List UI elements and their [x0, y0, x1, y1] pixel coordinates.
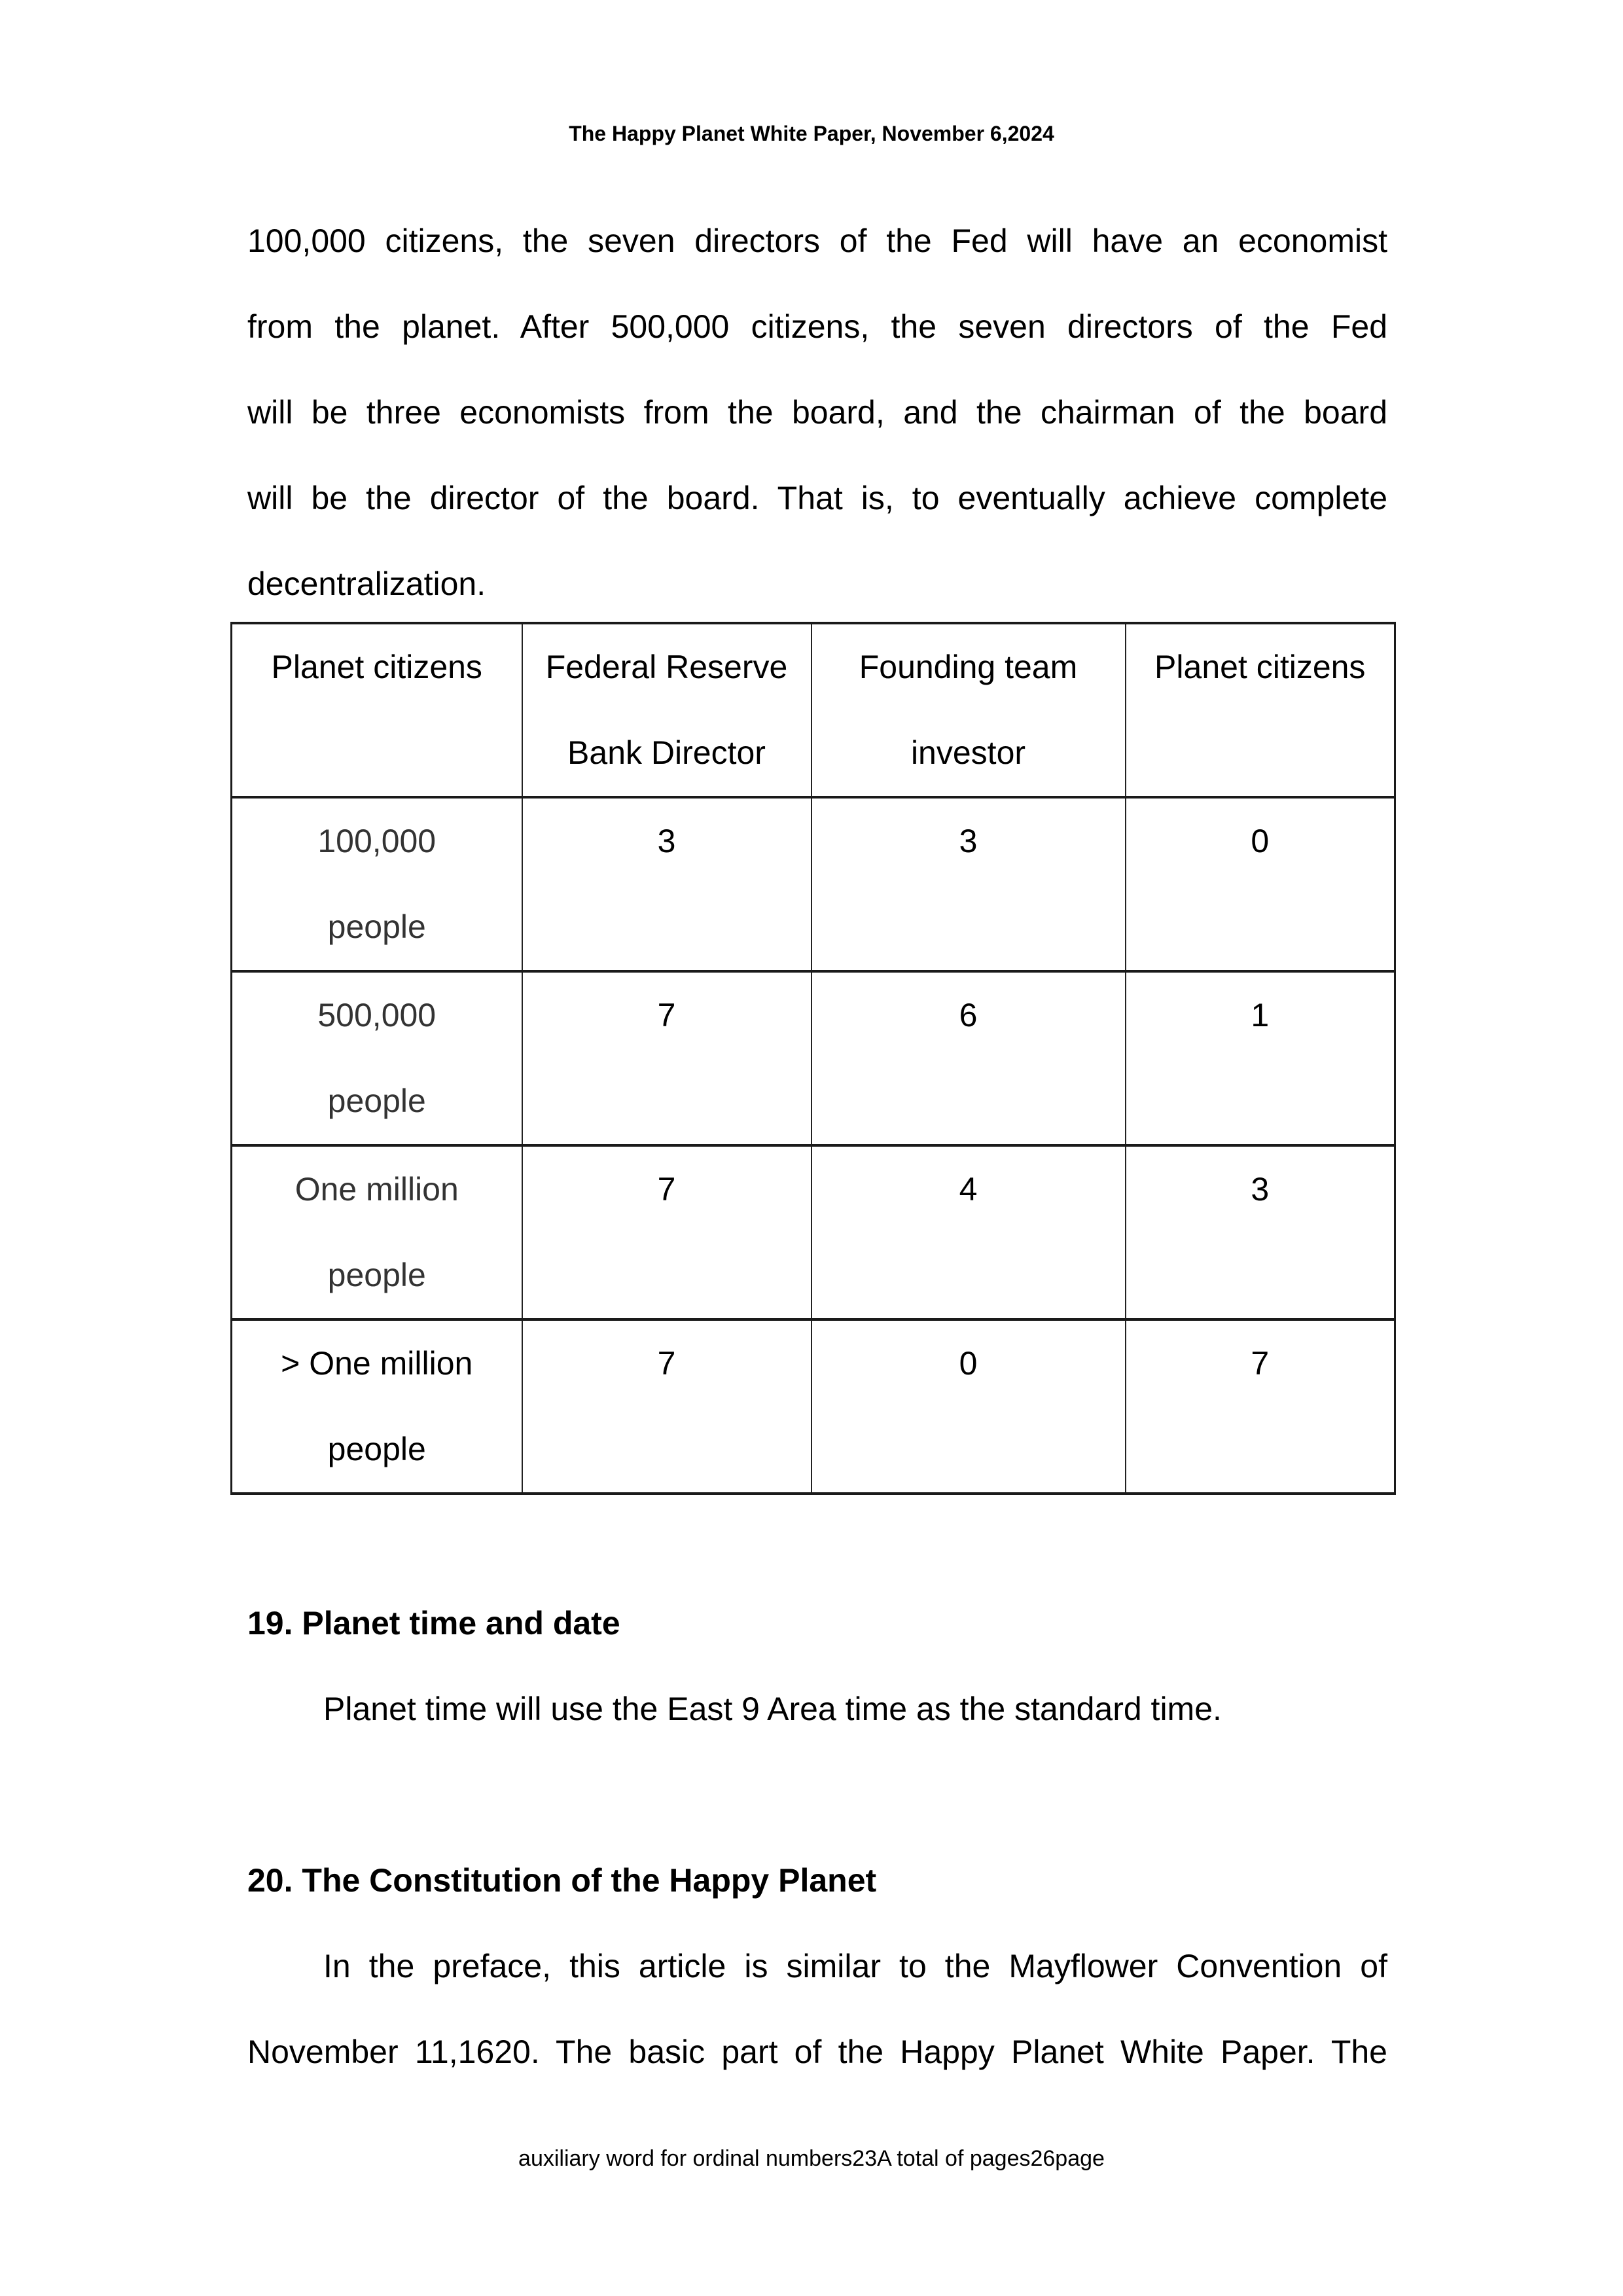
header-text: Bank Director: [567, 734, 766, 771]
intro-line: will be the director of the board. That is, to eventually achieve complete: [247, 480, 1387, 516]
page-footer: auxiliary word for ordinal numbers23A total of pages26page: [518, 2146, 1105, 2171]
fed-director-allocation-table: [230, 622, 1396, 1495]
cell-planet-citizens: 7: [1126, 1319, 1395, 1494]
table-row: [232, 797, 1395, 971]
header-planet-citizens: [232, 623, 522, 797]
intro-line: decentralization.: [247, 565, 486, 602]
cell-fed-directors: 7: [522, 1145, 812, 1319]
cell-founding-team: 4: [812, 1145, 1126, 1319]
header-founding-team: [812, 623, 1126, 797]
row-label: [232, 797, 522, 971]
intro-line: 100,000 citizens, the seven directors of the Fed will have an economist: [247, 223, 1387, 259]
section-20-line: In the preface, this article is similar to the Mayflower Convention of: [323, 1948, 1387, 1984]
row-label-text: people: [327, 1083, 426, 1119]
section-20-line: November 11,1620. The basic part of the Happy Planet White Paper. The: [247, 2034, 1387, 2070]
table-row: [232, 1319, 1395, 1494]
row-label-text: 100,000: [317, 823, 437, 859]
section-20-paragraph: [247, 1924, 1387, 2095]
row-label-text: people: [327, 1431, 426, 1467]
row-label-text: people: [327, 1257, 426, 1293]
cell-fed-directors: 7: [522, 1319, 812, 1494]
header-fed-director: [522, 623, 812, 797]
table-header-row: [232, 623, 1395, 797]
cell-fed-directors: 7: [522, 971, 812, 1145]
table-row: [232, 971, 1395, 1145]
page-header: The Happy Planet White Paper, November 6,2024: [569, 122, 1054, 145]
section-heading-19: 19. Planet time and date: [247, 1605, 620, 1641]
cell-planet-citizens: 0: [1126, 797, 1395, 971]
header-planet-citizens-seats: [1126, 623, 1395, 797]
row-label-text: people: [327, 908, 426, 945]
cell-founding-team: 6: [812, 971, 1126, 1145]
table-row: [232, 1145, 1395, 1319]
header-text: Planet citizens: [1154, 649, 1366, 685]
cell-founding-team: 3: [812, 797, 1126, 971]
header-text: Planet citizens: [271, 649, 482, 685]
header-text: investor: [910, 734, 1026, 771]
header-text: Founding team: [859, 649, 1078, 685]
row-label-text: 500,000: [317, 997, 437, 1033]
cell-fed-directors: 3: [522, 797, 812, 971]
section-heading-20: 20. The Constitution of the Happy Planet: [247, 1862, 877, 1899]
section-19-paragraph: Planet time will use the East 9 Area time as the standard time.: [323, 1691, 1222, 1727]
row-label-text: > One million: [281, 1345, 473, 1382]
cell-planet-citizens: 3: [1126, 1145, 1395, 1319]
cell-planet-citizens: 1: [1126, 971, 1395, 1145]
row-label-text: One million: [294, 1171, 459, 1208]
row-label: [232, 971, 522, 1145]
row-label: [232, 1319, 522, 1494]
cell-founding-team: 0: [812, 1319, 1126, 1494]
row-label: [232, 1145, 522, 1319]
intro-line: will be three economists from the board, and the chairman of the board: [247, 394, 1387, 431]
header-text: Federal Reserve: [545, 649, 788, 685]
intro-paragraph: [247, 198, 1387, 627]
intro-line: from the planet. After 500,000 citizens, the seven directors of the Fed: [247, 308, 1387, 345]
